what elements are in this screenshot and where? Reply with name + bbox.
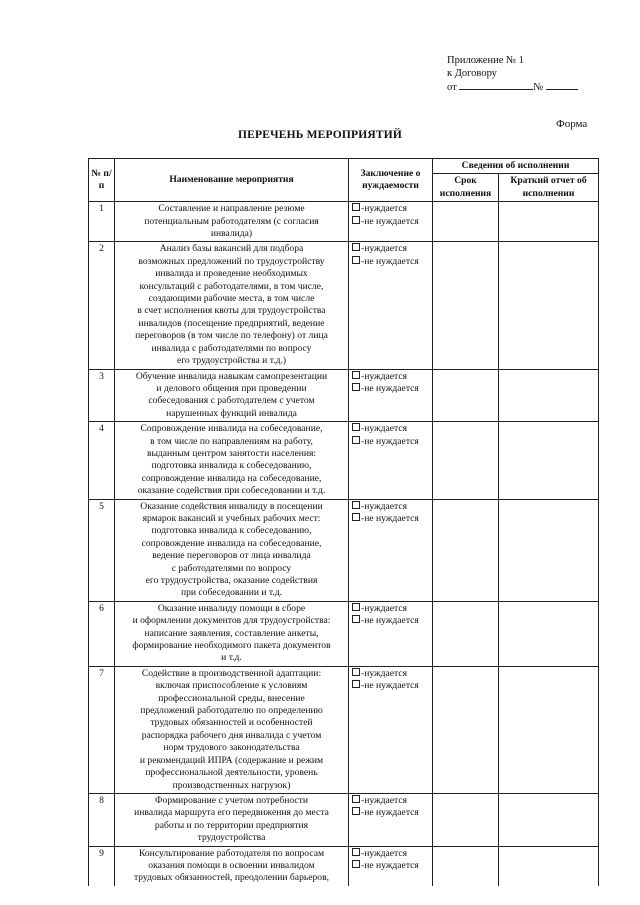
form-label: Форма [556,118,588,130]
event-name-line: Формирование с учетом потребности [155,794,308,806]
event-name-line: профессиональной деятельности, уровень [145,767,318,779]
header-conclusion: Заключение о нуждаемости [349,159,433,202]
option-label: -не нуждается [361,859,419,871]
event-name-line: сопровождение инвалида на собеседование, [141,472,322,484]
event-name [115,242,349,369]
event-name-line: и т.д. [221,652,242,664]
row-number: 6 [89,601,115,666]
checkbox-icon[interactable] [352,603,360,611]
option-not-needs[interactable] [352,383,429,395]
events-table [88,158,599,886]
event-name-line: и оформлении документов для трудоустройства: [132,615,331,627]
option-label: -не нуждается [361,680,419,692]
row-number: 2 [89,242,115,369]
event-name-line: работы и по территории предприятия [154,819,309,831]
row-number: 8 [89,793,115,846]
checkbox-icon[interactable] [352,615,360,623]
row-number: 4 [89,422,115,499]
appendix-title: Приложение № 1 [447,55,524,66]
deadline-cell[interactable] [433,369,499,422]
report-cell[interactable] [499,846,599,886]
option-not-needs[interactable] [352,256,429,268]
option-label: -не нуждается [361,512,419,524]
need-conclusion [349,846,433,886]
event-name-line: формирование необходимого пакета документов [132,640,331,652]
event-name-line: Содействие в производственной адаптации: [141,667,322,679]
event-name-line: Составление и направление резюме [158,203,305,215]
event-name-line: профессиональной среды, внесение [158,692,305,704]
event-name [115,499,349,601]
table-row [89,422,599,499]
option-label: -не нуждается [361,615,419,627]
event-name-line: потенциальным работодателям (с согласия [144,215,319,227]
number-blank [546,80,578,90]
checkbox-icon[interactable] [352,807,360,815]
event-name-line: предложений работодателю по определению [140,705,323,717]
event-name-line: распорядка рабочего дня инвалида с учетом [141,729,322,741]
deadline-cell[interactable] [433,242,499,369]
event-name-line: Консультирование работодателя по вопросам [138,847,325,859]
event-name-line: ведение переговоров от лица инвалида [152,550,311,562]
event-name-line: инвалида) [210,228,253,240]
report-cell[interactable] [499,242,599,369]
checkbox-icon[interactable] [352,795,360,803]
checkbox-icon[interactable] [352,860,360,868]
report-cell[interactable] [499,369,599,422]
header-report: Краткий отчет об исполнении [499,174,599,202]
number-label: № [533,82,544,93]
option-needs[interactable] [352,423,429,435]
row-number: 9 [89,846,115,886]
date-blank [459,80,533,90]
checkbox-icon[interactable] [352,383,360,391]
option-label: -нуждается [361,203,408,215]
need-conclusion [349,202,433,242]
option-label: -не нуждается [361,255,419,267]
event-name-line: трудоустройства [197,832,266,844]
event-name-line: Анализ базы вакансий для подбора [159,243,304,255]
need-conclusion [349,601,433,666]
page-title: ПЕРЕЧЕНЬ МЕРОПРИЯТИЙ [237,129,403,141]
deadline-cell[interactable] [433,202,499,242]
date-label: от [447,82,457,93]
event-name-line: норм трудового законодательства [163,742,300,754]
event-name-line: подготовка инвалида к собеседованию, [151,525,312,537]
option-not-needs[interactable] [352,513,429,525]
header-deadline: Срок исполнения [433,174,499,202]
table-row [89,666,599,793]
checkbox-icon[interactable] [352,256,360,264]
report-cell[interactable] [499,666,599,793]
need-conclusion [349,499,433,601]
event-name-line: в счет исполнения квоты для трудоустройства [137,305,326,317]
deadline-cell[interactable] [433,499,499,601]
event-name-line: написание заявления, составление анкеты, [144,627,319,639]
event-name-line: его трудоустройства, оказание содействия [145,575,318,586]
event-name-line: инвалида с работодателями по вопросу [151,342,312,354]
option-label: -нуждается [361,794,408,806]
deadline-cell[interactable] [433,601,499,666]
event-name-line: инвалида маршрута его передвижения до места [134,807,329,819]
event-name-line: инвалида и проведение необходимых [155,268,308,280]
option-not-needs[interactable] [352,436,429,448]
option-label: -не нуждается [361,807,419,819]
option-needs[interactable] [352,668,429,680]
option-not-needs[interactable] [352,807,429,819]
event-name-line: консультаций с работодателями, в том числе, [139,280,324,292]
checkbox-icon[interactable] [352,216,360,224]
header-num: № п/п [89,159,115,202]
event-name [115,666,349,793]
option-label: -нуждается [361,847,408,859]
checkbox-icon[interactable] [352,423,360,431]
event-name-line: и рекомендаций ИПРА (содержание и режим [139,754,324,766]
table-row [89,846,599,886]
option-label: -нуждается [361,602,408,614]
header-name: Наименование мероприятия [115,159,349,202]
table-row [89,242,599,369]
checkbox-icon[interactable] [352,436,360,444]
option-needs[interactable] [352,848,429,860]
report-cell[interactable] [499,601,599,666]
row-number: 3 [89,369,115,422]
option-not-needs[interactable] [352,860,429,872]
event-name [115,422,349,499]
event-name [115,793,349,846]
event-name-line: создающими рабочие места, в том числе [148,293,315,305]
report-cell[interactable] [499,499,599,601]
option-label: -нуждается [361,243,408,255]
checkbox-icon[interactable] [352,848,360,856]
row-number: 5 [89,499,115,601]
event-name-line: оказание содействия при собеседовании и т.д. [137,485,326,497]
event-name-line: производственных нагрузок) [172,779,291,791]
option-label: -нуждается [361,667,408,679]
report-cell[interactable] [499,422,599,499]
table-row [89,793,599,846]
event-name-line: ярмарок вакансий и учебных рабочих мест: [142,512,321,524]
option-needs[interactable] [352,501,429,513]
need-conclusion [349,793,433,846]
appendix-block [447,54,578,94]
event-name [115,202,349,242]
deadline-cell[interactable] [433,666,499,793]
event-name-line: инвалидов (посещение предприятий, ведение [138,317,325,329]
option-label: -нуждается [361,500,408,512]
need-conclusion [349,666,433,793]
table-row [89,601,599,666]
table-row [89,499,599,601]
deadline-cell[interactable] [433,793,499,846]
event-name-line: включая приспособление к условиям [155,680,308,692]
option-needs[interactable] [352,795,429,807]
option-needs[interactable] [352,203,429,215]
event-name-line: в том числе по направлениям на работу, [150,435,313,447]
event-name [115,846,349,886]
table-row [89,369,599,422]
checkbox-icon[interactable] [352,243,360,251]
event-name-line: Оказание содействия инвалиду в посещении [140,500,323,512]
report-cell[interactable] [499,202,599,242]
checkbox-icon[interactable] [352,203,360,211]
option-not-needs[interactable] [352,615,429,627]
events-table-body [89,202,599,886]
table-row [89,202,599,242]
event-name [115,601,349,666]
checkbox-icon[interactable] [352,513,360,521]
option-needs[interactable] [352,603,429,615]
appendix-contract: к Договору [447,68,497,79]
event-name-line: и делового общения при проведении [156,382,307,394]
checkbox-icon[interactable] [352,668,360,676]
need-conclusion [349,369,433,422]
event-name-line: Обучение инвалида навыкам самопрезентации [135,370,328,382]
deadline-cell[interactable] [433,422,499,499]
event-name-line: сопровождение инвалида на собеседование, [141,537,322,549]
event-name-line: выданным центром занятости населения: [146,447,317,459]
deadline-cell[interactable] [433,846,499,886]
option-label: -не нуждается [361,435,419,447]
option-label: -не нуждается [361,215,419,227]
event-name-line: переговоров (в том числе по телефону) от лица [135,330,328,342]
event-name-line: нарушенных функций инвалида [166,407,297,419]
event-name-line: возможных предложений по трудоустройству [138,255,325,267]
event-name-line: трудовых обязанностей и особенностей [150,717,313,729]
appendix-date-number [447,80,578,94]
need-conclusion [349,422,433,499]
option-label: -нуждается [361,370,408,382]
option-label: -нуждается [361,423,408,435]
checkbox-icon[interactable] [352,680,360,688]
event-name-line: подготовка инвалида к собеседованию, [151,460,312,472]
event-name-line: Сопровождение инвалида на собеседование, [140,423,323,435]
event-name-line: собеседования с работодателем с учетом [148,395,315,407]
event-name-line: оказания помощи в освоении инвалидом [148,859,315,871]
event-name-line: Оказание инвалиду помощи в сборе [157,602,306,614]
report-cell[interactable] [499,793,599,846]
event-name [115,369,349,422]
option-not-needs[interactable] [352,216,429,228]
need-conclusion [349,242,433,369]
checkbox-icon[interactable] [352,501,360,509]
event-name-line: трудовых обязанностей, преодолении барьеров, [133,872,330,884]
row-number: 7 [89,666,115,793]
event-name-line: с работодателями по вопросу [171,562,292,574]
option-label: -не нуждается [361,382,419,394]
event-name-line: при собеседовании и т.д. [180,587,283,599]
option-needs[interactable] [352,371,429,383]
row-number: 1 [89,202,115,242]
event-name-line: его трудоустройства и т.д.) [176,355,287,367]
option-not-needs[interactable] [352,680,429,692]
header-execution: Сведения об исполнении [433,159,599,174]
checkbox-icon[interactable] [352,371,360,379]
option-needs[interactable] [352,243,429,255]
